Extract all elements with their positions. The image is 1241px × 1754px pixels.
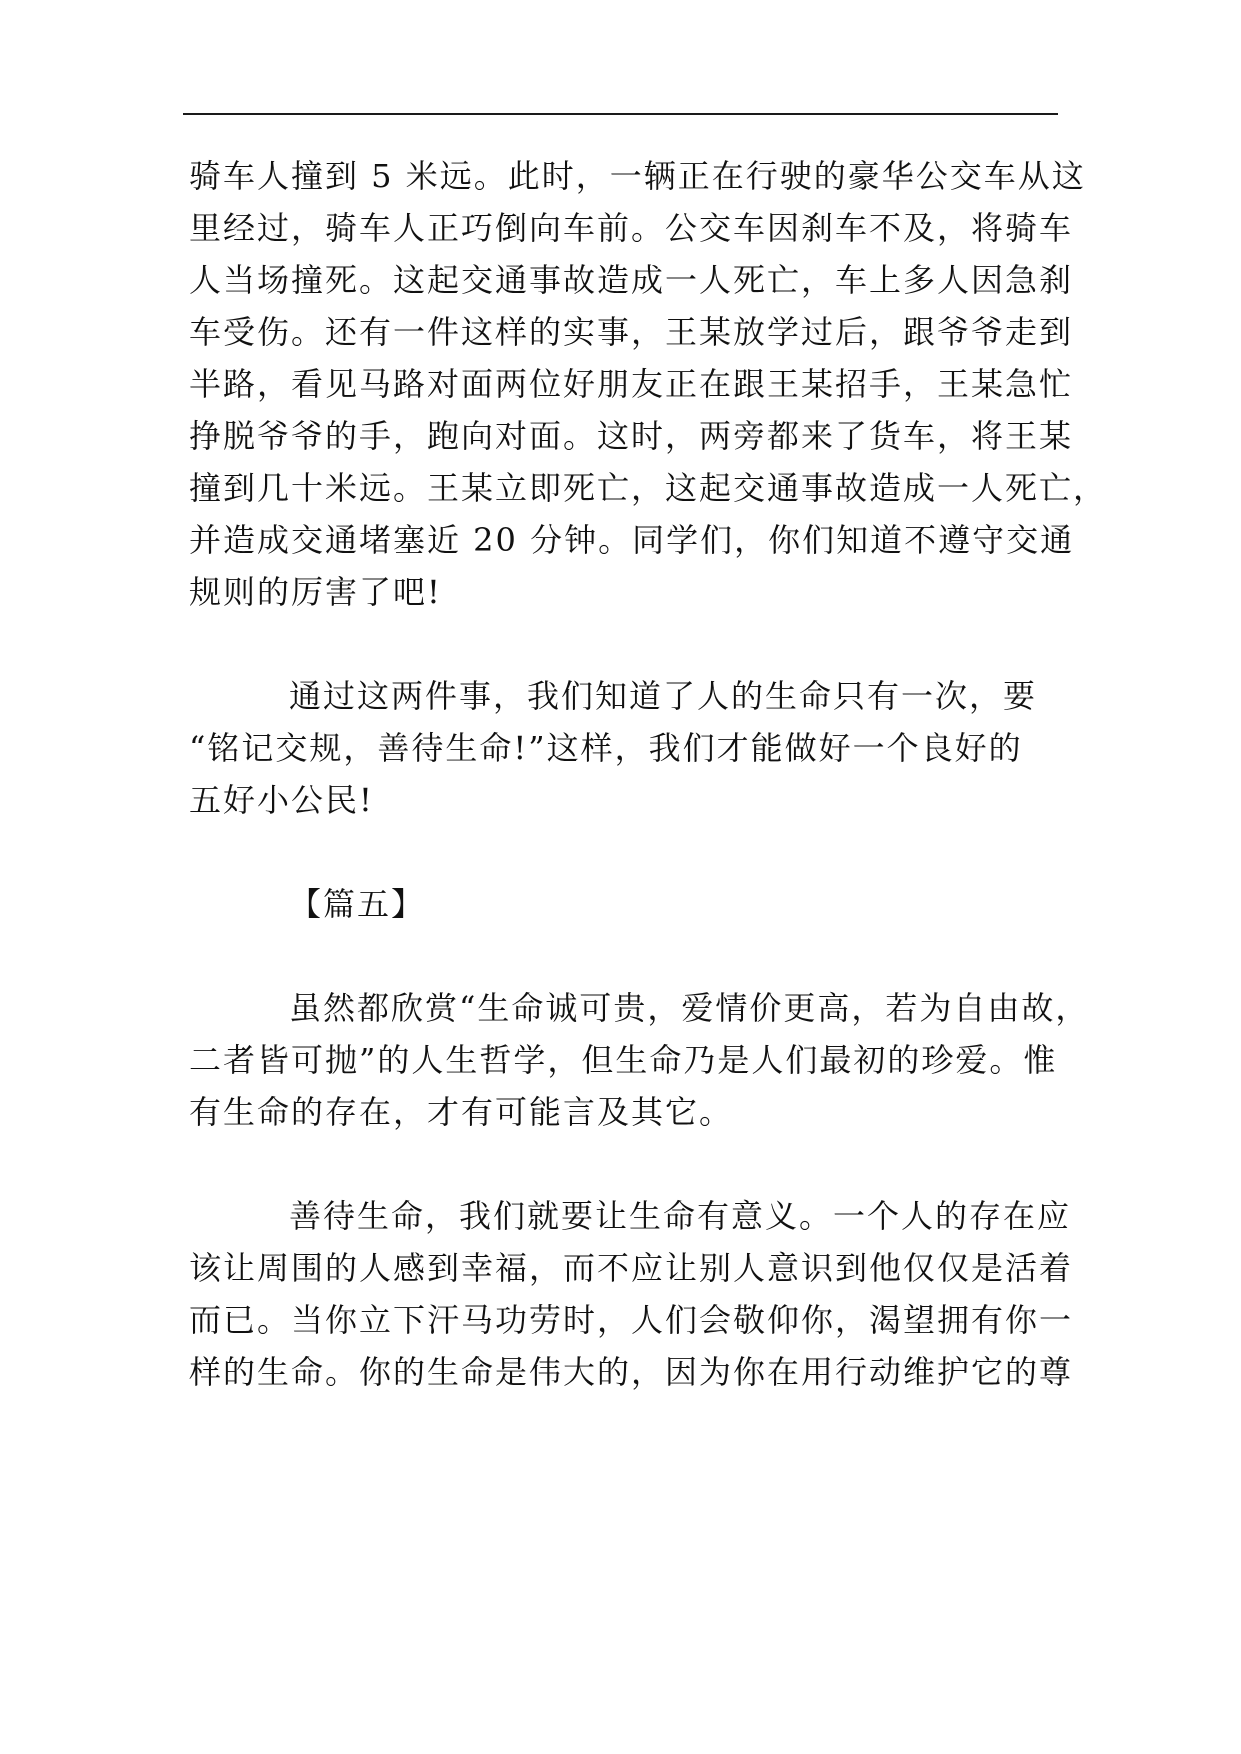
paragraph-line: 挣脱爷爷的手，跑向对面。这时，两旁都来了货车，将王某 bbox=[189, 417, 1074, 455]
paragraph-line: 撞到几十米远。王某立即死亡，这起交通事故造成一人死亡， bbox=[189, 469, 1108, 507]
paragraph-line: 虽然都欣赏“生命诚可贵，爱情价更高，若为自由故， bbox=[289, 989, 1090, 1027]
paragraph-line: “铭记交规，善待生命!”这样，我们才能做好一个良好的 bbox=[189, 729, 1023, 767]
document-body bbox=[189, 150, 1108, 1398]
paragraph-line: 而已。当你立下汗马功劳时，人们会敬仰你，渴望拥有你一 bbox=[189, 1301, 1074, 1339]
paragraph-line: 二者皆可抛”的人生哲学，但生命乃是人们最初的珍爱。惟 bbox=[189, 1041, 1058, 1079]
section-heading: 【篇五】 bbox=[289, 885, 426, 923]
paragraph-line: 人当场撞死。这起交通事故造成一人死亡，车上多人因急刹 bbox=[189, 261, 1074, 299]
paragraph-line: 并造成交通堵塞近 20 分钟。同学们，你们知道不遵守交通 bbox=[189, 521, 1075, 559]
paragraph-gap bbox=[189, 826, 1051, 878]
paragraph-gap bbox=[189, 618, 1051, 670]
paragraph-line: 车受伤。还有一件这样的实事，王某放学过后，跟爷爷走到 bbox=[189, 313, 1074, 351]
paragraph-line: 善待生命，我们就要让生命有意义。一个人的存在应 bbox=[289, 1197, 1072, 1235]
paragraph-line: 半路，看见马路对面两位好朋友正在跟王某招手，王某急忙 bbox=[189, 365, 1074, 403]
paragraph-line: 规则的厉害了吧! bbox=[189, 573, 442, 611]
paragraph-line: 五好小公民! bbox=[189, 781, 374, 819]
header-rule bbox=[183, 113, 1058, 115]
paragraph-gap bbox=[189, 1138, 1051, 1190]
paragraph-line: 骑车人撞到 5 米远。此时，一辆正在行驶的豪华公交车从这 bbox=[189, 157, 1086, 195]
paragraph-line: 样的生命。你的生命是伟大的，因为你在用行动维护它的尊 bbox=[189, 1353, 1074, 1391]
paragraph-gap bbox=[189, 930, 1051, 982]
paragraph-line: 有生命的存在，才有可能言及其它。 bbox=[189, 1093, 734, 1131]
paragraph-line: 里经过，骑车人正巧倒向车前。公交车因刹车不及，将骑车 bbox=[189, 209, 1074, 247]
paragraph-line: 该让周围的人感到幸福，而不应让别人意识到他仅仅是活着 bbox=[189, 1249, 1074, 1287]
paragraph-line: 通过这两件事，我们知道了人的生命只有一次，要 bbox=[289, 677, 1038, 715]
